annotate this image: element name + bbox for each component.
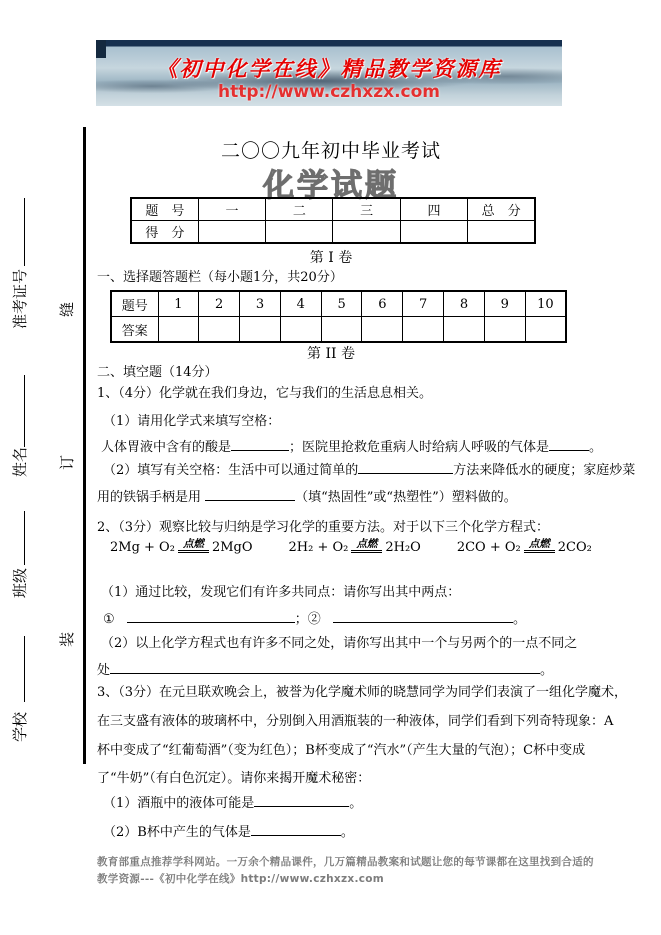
exam-title: 二〇〇九年初中毕业考试: [220, 140, 441, 162]
equation-right: 2H₂O: [385, 540, 421, 555]
score-table-score-row: [131, 221, 535, 244]
equation-co: [457, 540, 592, 555]
equation-right: 2MgO: [211, 540, 253, 555]
question-number-cell: 2: [199, 291, 240, 317]
score-cell-empty: [400, 221, 467, 244]
question-number-cell: 1: [158, 291, 199, 317]
seal-field-class-label: 班级: [11, 567, 29, 598]
equation-left: 2CO + O₂: [456, 540, 521, 555]
question-number-cell: 6: [362, 291, 403, 317]
score-cell-empty: [468, 221, 535, 244]
q3-sub2-end: 。: [340, 825, 354, 840]
q3-sub1-end: 。: [349, 796, 363, 811]
q2-sub2-pre: 处: [97, 663, 111, 678]
equation-left: 2Mg + O₂: [110, 540, 175, 555]
seal-field-class-blank: [11, 511, 25, 565]
q3-line2: 在三支盛有液体的玻璃杯中，分别倒入用酒瓶装的一种液体，同学们看到下列奇特现象：A: [97, 714, 614, 729]
blank-line: [205, 487, 295, 501]
binding-line: [83, 127, 86, 764]
q1-sub2-mid: 方法来降低水的硬度；家庭炒菜: [453, 463, 636, 478]
score-table: [130, 197, 536, 244]
q3-sub2-pre: （2）B杯中产生的气体是: [103, 825, 251, 840]
ignite-condition: 点燃: [524, 539, 555, 553]
score-table-header-cell: 四: [400, 198, 467, 221]
q1-sub2-line2-end: （填“热固性”或“热塑性”）塑料做的。: [295, 490, 517, 505]
q2-sub2-end: 。: [540, 663, 554, 678]
question-number-cell: 4: [280, 291, 321, 317]
score-cell-empty: [198, 221, 265, 244]
seal-field-school-blank: [11, 636, 25, 702]
score-table-header-cell: 三: [333, 198, 400, 221]
part2-title: 第 II 卷: [307, 346, 355, 362]
binding-char-feng: 缝: [58, 301, 76, 317]
q2-sub2-line1: （2）以上化学方程式也有许多不同之处，请你写出其中一个与另两个的一点不同之: [101, 636, 578, 651]
chemical-equations: [110, 538, 592, 555]
score-row-label: 得 分: [131, 221, 198, 244]
seal-binding-chars: [56, 122, 76, 742]
ignite-condition: 点燃: [351, 539, 382, 553]
blank-line: [251, 822, 341, 836]
answer-cell-empty: [199, 317, 240, 343]
question-number-cell: 7: [403, 291, 444, 317]
q1-fill-pre: 人体胃液中含有的酸是: [101, 440, 232, 455]
answer-cell-empty: [321, 317, 362, 343]
binding-char-ding: 订: [58, 454, 76, 470]
blank-line: [231, 437, 289, 451]
section1-title: 一、选择题答题栏（每小题1分，共20分）: [97, 270, 343, 285]
equation-mg: [110, 540, 253, 555]
q3-line1: 3、（3分）在元旦联欢晚会上，被誉为化学魔术师的晓慧同学为同学们表演了一组化学魔术，: [97, 685, 628, 700]
footer-line2-text: 教学资源---《初中化学在线》: [97, 873, 241, 885]
blank-line: [254, 793, 349, 807]
blank-line: [110, 660, 540, 674]
blank-line: [358, 460, 453, 474]
q2-sub1: （1）通过比较，发现它们有许多共同点：请你写出其中两点：: [101, 585, 461, 600]
seal-field-examno-label: 准考证号: [11, 268, 29, 329]
q2-sub1-blanks: [103, 609, 661, 629]
answer-cell-empty: [444, 317, 485, 343]
question-number-cell: 3: [240, 291, 281, 317]
seal-fields: [9, 122, 35, 742]
q2-item-end: 。: [512, 612, 526, 627]
q1-sub2-line1: [103, 460, 661, 480]
seal-field-school-label: 学校: [11, 711, 29, 742]
q1-sub2-pre: （2）填写有关空格：生活中可以通过简单的: [103, 463, 359, 478]
answer-cell-empty: [240, 317, 281, 343]
section2-title: 二、填空题（14分）: [97, 365, 218, 380]
blank-line: [127, 609, 295, 623]
answer-table-row-label: 答案: [111, 317, 158, 343]
q3-line3: 杯中变成了“红葡萄酒”（变为红色）；B杯变成了“汽水”（产生大量的气泡）；C杯中变成: [97, 743, 586, 758]
answer-table-answer-row: [111, 317, 566, 343]
q3-sub1: [103, 793, 661, 813]
answer-table-row-label: 题号: [111, 291, 158, 317]
score-table-header-cell: 题 号: [131, 198, 198, 221]
site-banner: [96, 40, 562, 106]
blank-line: [333, 609, 513, 623]
score-table-header-row: [131, 198, 535, 221]
q3-sub2: [103, 822, 661, 842]
q1-fill-end: 。: [589, 440, 603, 455]
binding-char-zhuang: 装: [58, 631, 76, 647]
seal-field-examno-blank: [11, 198, 25, 266]
question-number-cell: 5: [321, 291, 362, 317]
answer-cell-empty: [484, 317, 525, 343]
score-table-header-cell: 总 分: [468, 198, 535, 221]
question-number-cell: 10: [525, 291, 566, 317]
question-number-cell: 9: [484, 291, 525, 317]
answer-cell-empty: [362, 317, 403, 343]
score-cell-empty: [333, 221, 400, 244]
part1-title: 第 I 卷: [309, 250, 353, 266]
equation-left: 2H₂ + O₂: [288, 540, 349, 555]
score-cell-empty: [266, 221, 333, 244]
score-table-header-cell: 一: [198, 198, 265, 221]
blank-line: [549, 437, 589, 451]
q1-stem: 1、（4分）化学就在我们身边，它与我们的生活息息相关。: [97, 386, 433, 401]
q3-line4: 了“牛奶”（有白色沉定）。请你来揭开魔术秘密：: [97, 771, 371, 786]
q1-sub1: （1）请用化学式来填写空格：: [103, 414, 281, 429]
question-number-cell: 8: [444, 291, 485, 317]
seal-field-name-label: 姓名: [11, 446, 29, 477]
score-table-header-cell: 二: [266, 198, 333, 221]
equation-right: 2CO₂: [557, 540, 592, 555]
answer-cell-empty: [280, 317, 321, 343]
answer-cell-empty: [158, 317, 199, 343]
q1-sub2-line2: [97, 487, 657, 507]
answer-table-number-row: [111, 291, 566, 317]
q1-sub2-line2-pre: 用的铁锅手柄是用: [97, 490, 206, 505]
seal-field-name-blank: [11, 375, 25, 447]
q3-sub1-pre: （1）酒瓶中的液体可能是: [103, 796, 255, 811]
q2-item-sep: ；②: [294, 612, 321, 627]
q2-sub2-line2: [97, 660, 657, 680]
q2-item1-marker: ①: [103, 612, 115, 627]
answer-cell-empty: [403, 317, 444, 343]
footer-url-link[interactable]: http://www.czhxzx.com: [240, 873, 385, 885]
answer-cell-empty: [525, 317, 566, 343]
q1-fill-mid: ；医院里抢救危重病人时给病人呼吸的气体是: [289, 440, 550, 455]
subject-title: 化学试题: [263, 168, 399, 204]
banner-title: 《初中化学在线》精品教学资源库: [156, 56, 502, 81]
footer-line2: [97, 871, 567, 886]
ignite-condition: 点燃: [178, 539, 209, 553]
q2-stem: 2、（3分）观察比较与归纳是学习化学的重要方法。对于以下三个化学方程式：: [97, 520, 550, 535]
choice-answer-table: [110, 290, 567, 343]
footer-line1: 教育部重点推荐学科网站。一万余个精品课件，几万篇精品教案和试题让您的每节课都在这里找到合适的: [97, 856, 594, 868]
equation-h2: [289, 540, 421, 555]
q1-sub1-fill: [101, 437, 661, 457]
banner-url-link[interactable]: http://www.czhxzx.com: [217, 82, 441, 102]
